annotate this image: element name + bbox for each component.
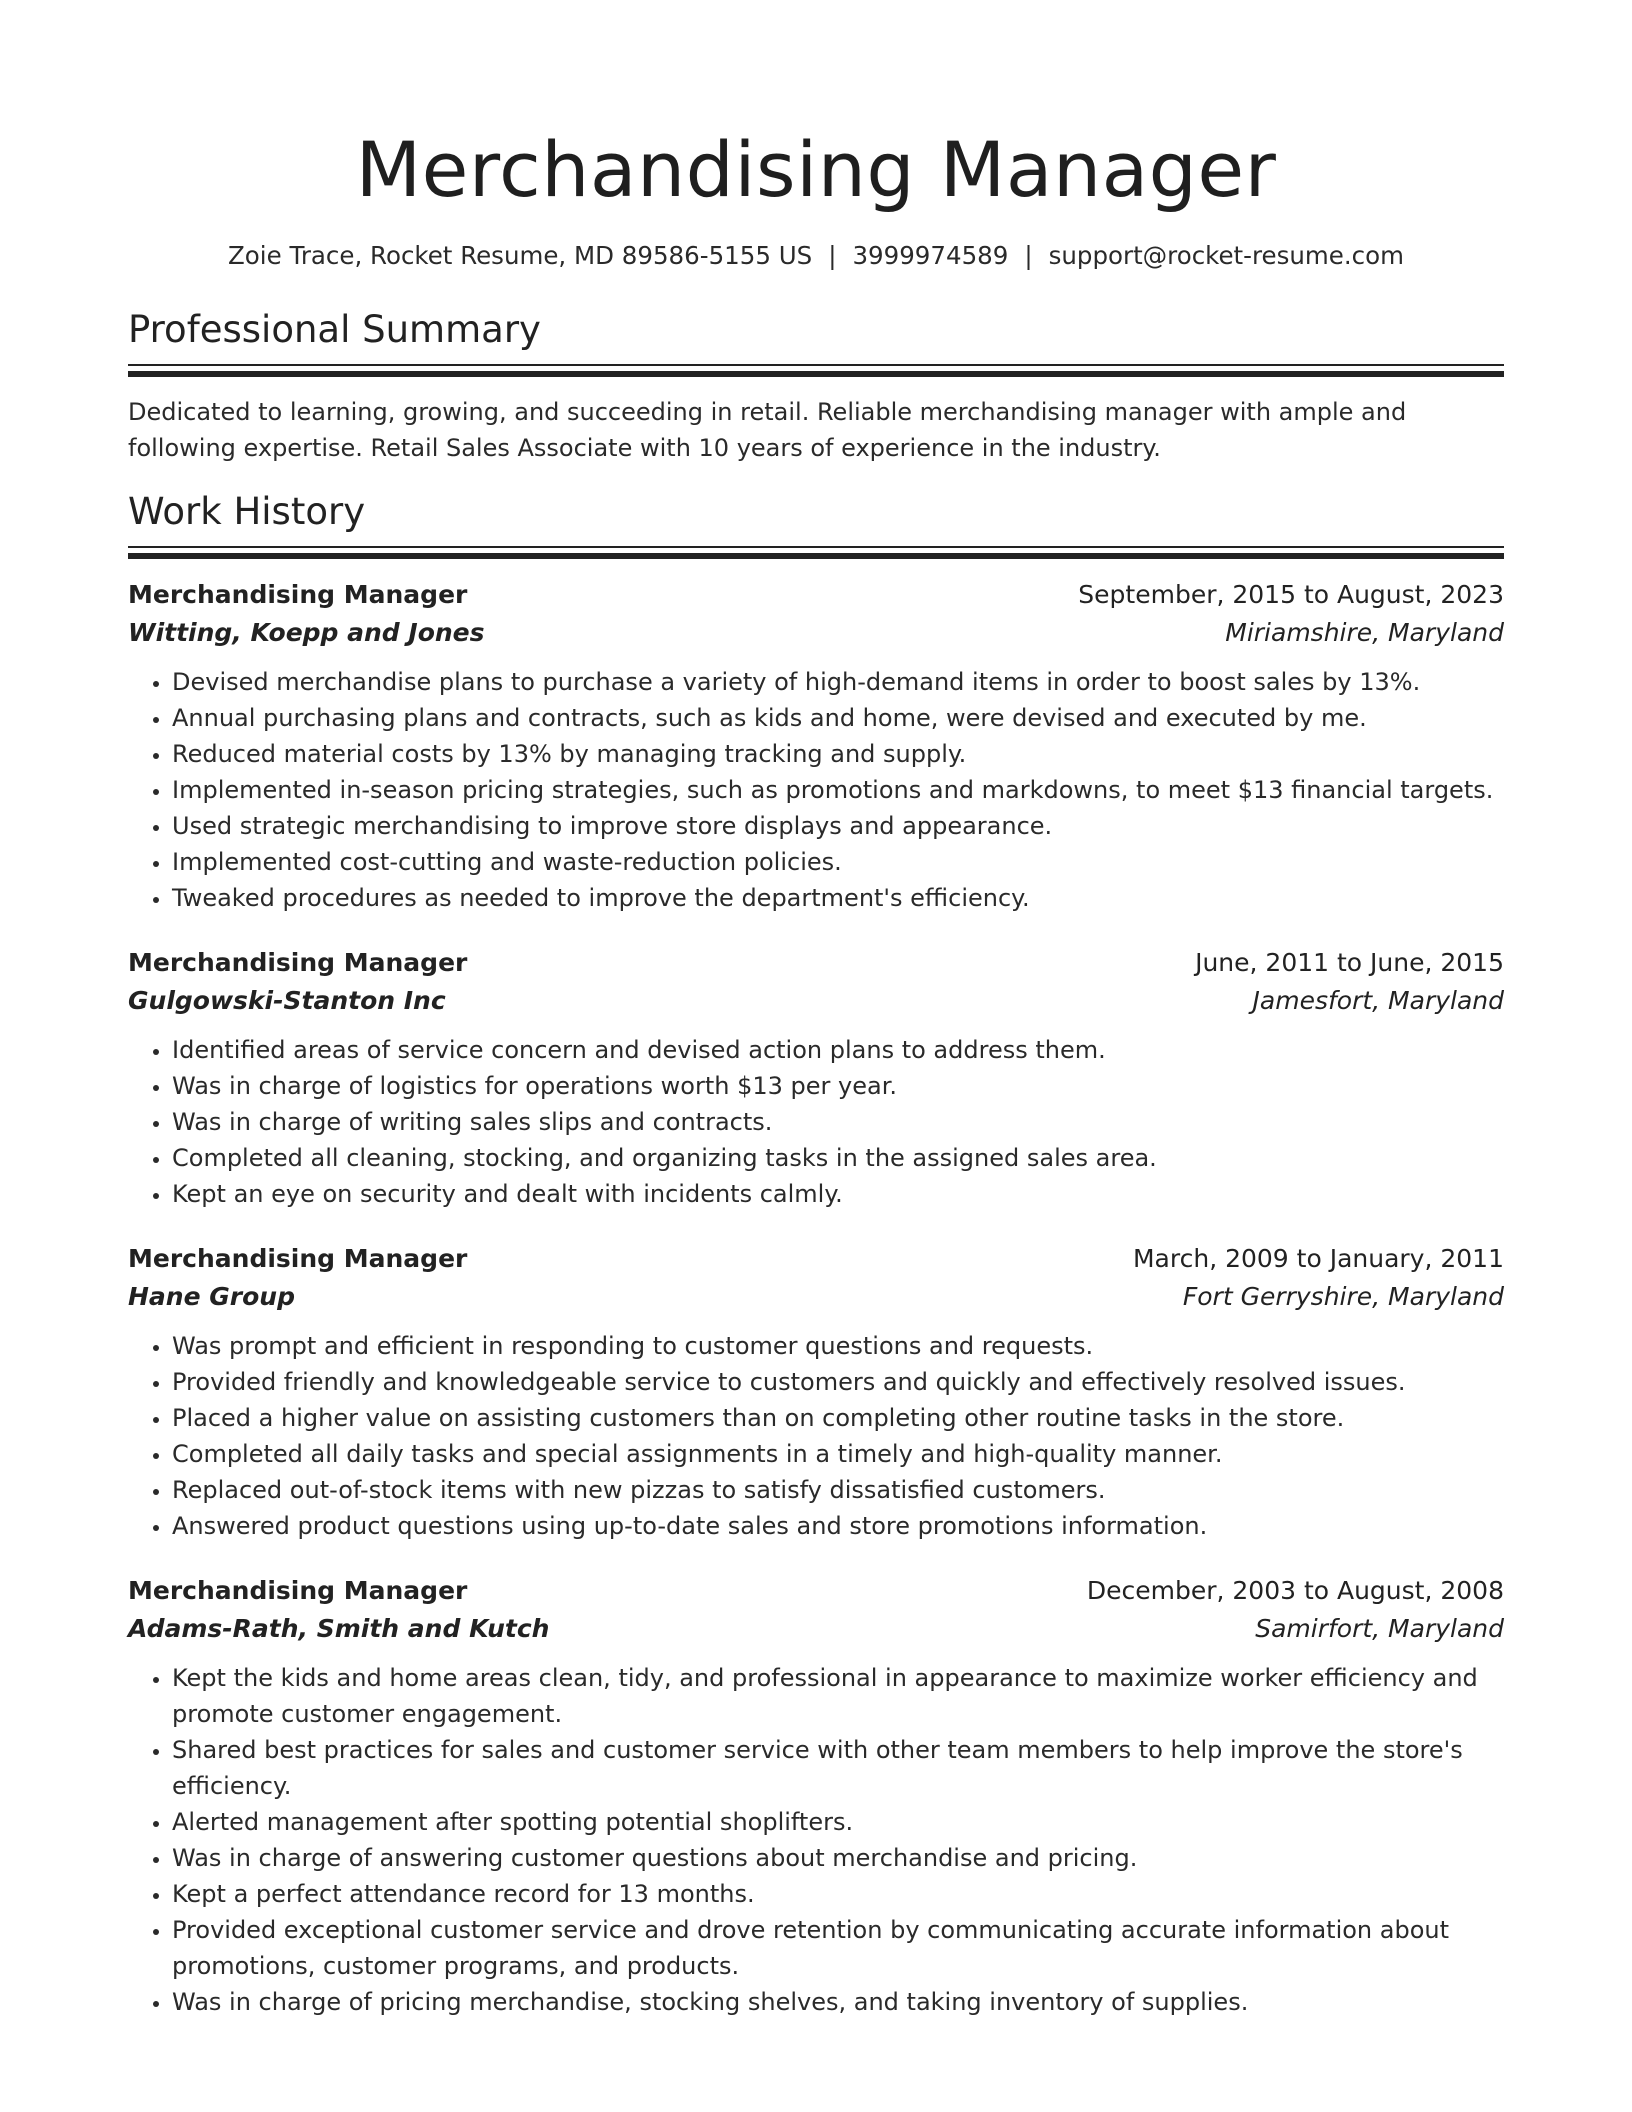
work-history-section [128, 486, 1504, 2020]
contact-phone: 3999974589 [852, 241, 1009, 270]
job-bullet: • Implemented cost-cutting and waste-reduction policies. [172, 844, 1504, 880]
job-bullet: • Implemented in-season pricing strategies, such as promotions and markdowns, to meet $13 financial targets. [172, 772, 1504, 808]
job-bullet: • Tweaked procedures as needed to improve the department's efficiency. [172, 880, 1504, 916]
professional-summary-section [128, 304, 1504, 466]
job-entry [128, 944, 1504, 1212]
job-header-row [128, 1240, 1504, 1278]
job-bullet: • Alerted management after spotting potential shoplifters. [172, 1804, 1504, 1840]
job-title: Merchandising Manager [128, 1244, 468, 1273]
job-bullet-list [128, 1032, 1504, 1212]
job-entry [128, 1240, 1504, 1544]
job-bullet: • Was prompt and efficient in responding to customer questions and requests. [172, 1328, 1504, 1364]
job-location: Jamesfort, Maryland [1252, 986, 1504, 1015]
job-bullet: • Was in charge of pricing merchandise, stocking shelves, and taking inventory of supplies. [172, 1984, 1504, 2020]
contact-email[interactable]: support@rocket-resume.com [1048, 241, 1404, 270]
contact-separator: | [1024, 241, 1033, 270]
resume-title: Merchandising Manager [355, 125, 1277, 214]
job-header-row [128, 944, 1504, 982]
job-bullet: • Completed all cleaning, stocking, and organizing tasks in the assigned sales area. [172, 1140, 1504, 1176]
job-title: Merchandising Manager [128, 1576, 468, 1605]
job-bullet: • Devised merchandise plans to purchase a variety of high-demand items in order to boost sales by 13%. [172, 664, 1504, 700]
job-company: Gulgowski-Stanton Inc [128, 986, 446, 1015]
job-header-row [128, 576, 1504, 614]
resume-content [128, 118, 1504, 2020]
contact-separator: | [828, 241, 837, 270]
job-bullet: • Kept an eye on security and dealt with incidents calmly. [172, 1176, 1504, 1212]
job-list [128, 576, 1504, 2020]
job-dates: June, 2011 to June, 2015 [1195, 948, 1504, 977]
job-bullet: • Provided exceptional customer service and drove retention by communicating accurate information about promotions, customer programs, and products. [172, 1912, 1504, 1984]
summary-text: Dedicated to learning, growing, and succeeding in retail. Reliable merchandising manager with ample and following expertise. Retail Sales Associate with 10 years of experience in the industry. [128, 398, 1407, 462]
section-heading-summary: Professional Summary [128, 308, 541, 351]
job-header-row [128, 1572, 1504, 1610]
job-bullet-list [128, 1660, 1504, 2020]
job-bullet: • Used strategic merchandising to improve store displays and appearance. [172, 808, 1504, 844]
job-bullet-list [128, 1328, 1504, 1544]
job-company: Hane Group [128, 1282, 295, 1311]
job-bullet: • Identified areas of service concern and devised action plans to address them. [172, 1032, 1504, 1068]
job-title: Merchandising Manager [128, 580, 468, 609]
job-bullet: • Completed all daily tasks and special assignments in a timely and high-quality manner. [172, 1436, 1504, 1472]
job-company: Adams-Rath, Smith and Kutch [128, 1614, 550, 1643]
job-dates: March, 2009 to January, 2011 [1132, 1244, 1504, 1273]
job-bullet: • Was in charge of logistics for operations worth $13 per year. [172, 1068, 1504, 1104]
job-bullet: • Answered product questions using up-to-date sales and store promotions information. [172, 1508, 1504, 1544]
section-divider [128, 364, 1504, 378]
job-location: Samirfort, Maryland [1255, 1614, 1504, 1643]
job-entry [128, 576, 1504, 916]
job-bullet: • Placed a higher value on assisting customers than on completing other routine tasks in the store. [172, 1400, 1504, 1436]
job-bullet: • Provided friendly and knowledgeable service to customers and quickly and effectively resolved issues. [172, 1364, 1504, 1400]
job-bullet: • Was in charge of writing sales slips and contracts. [172, 1104, 1504, 1140]
job-bullet: • Kept a perfect attendance record for 13 months. [172, 1876, 1504, 1912]
job-company: Witting, Koepp and Jones [128, 618, 485, 647]
job-bullet: • Annual purchasing plans and contracts, such as kids and home, were devised and executed by me. [172, 700, 1504, 736]
job-bullet: • Kept the kids and home areas clean, tidy, and professional in appearance to maximize worker efficiency and promote customer engagement. [172, 1660, 1504, 1732]
contact-address: Zoie Trace, Rocket Resume, MD 89586-5155 US [228, 241, 813, 270]
job-bullet: • Replaced out-of-stock items with new pizzas to satisfy dissatisfied customers. [172, 1472, 1504, 1508]
job-location: Fort Gerryshire, Maryland [1182, 1282, 1504, 1311]
job-bullet-list [128, 664, 1504, 916]
section-divider [128, 546, 1504, 560]
job-company-row [128, 1278, 1504, 1316]
job-company-row [128, 614, 1504, 652]
job-company-row [128, 1610, 1504, 1648]
job-company-row [128, 982, 1504, 1020]
job-bullet: • Reduced material costs by 13% by managing tracking and supply. [172, 736, 1504, 772]
section-heading-work-history: Work History [128, 490, 366, 533]
job-bullet: • Shared best practices for sales and customer service with other team members to help improve the store's efficiency. [172, 1732, 1504, 1804]
job-dates: September, 2015 to August, 2023 [1078, 580, 1504, 609]
job-entry [128, 1572, 1504, 2020]
job-bullet: • Was in charge of answering customer questions about merchandise and pricing. [172, 1840, 1504, 1876]
job-dates: December, 2003 to August, 2008 [1086, 1576, 1504, 1605]
job-location: Miriamshire, Maryland [1225, 618, 1504, 647]
contact-line [128, 238, 1504, 274]
job-title: Merchandising Manager [128, 948, 468, 977]
